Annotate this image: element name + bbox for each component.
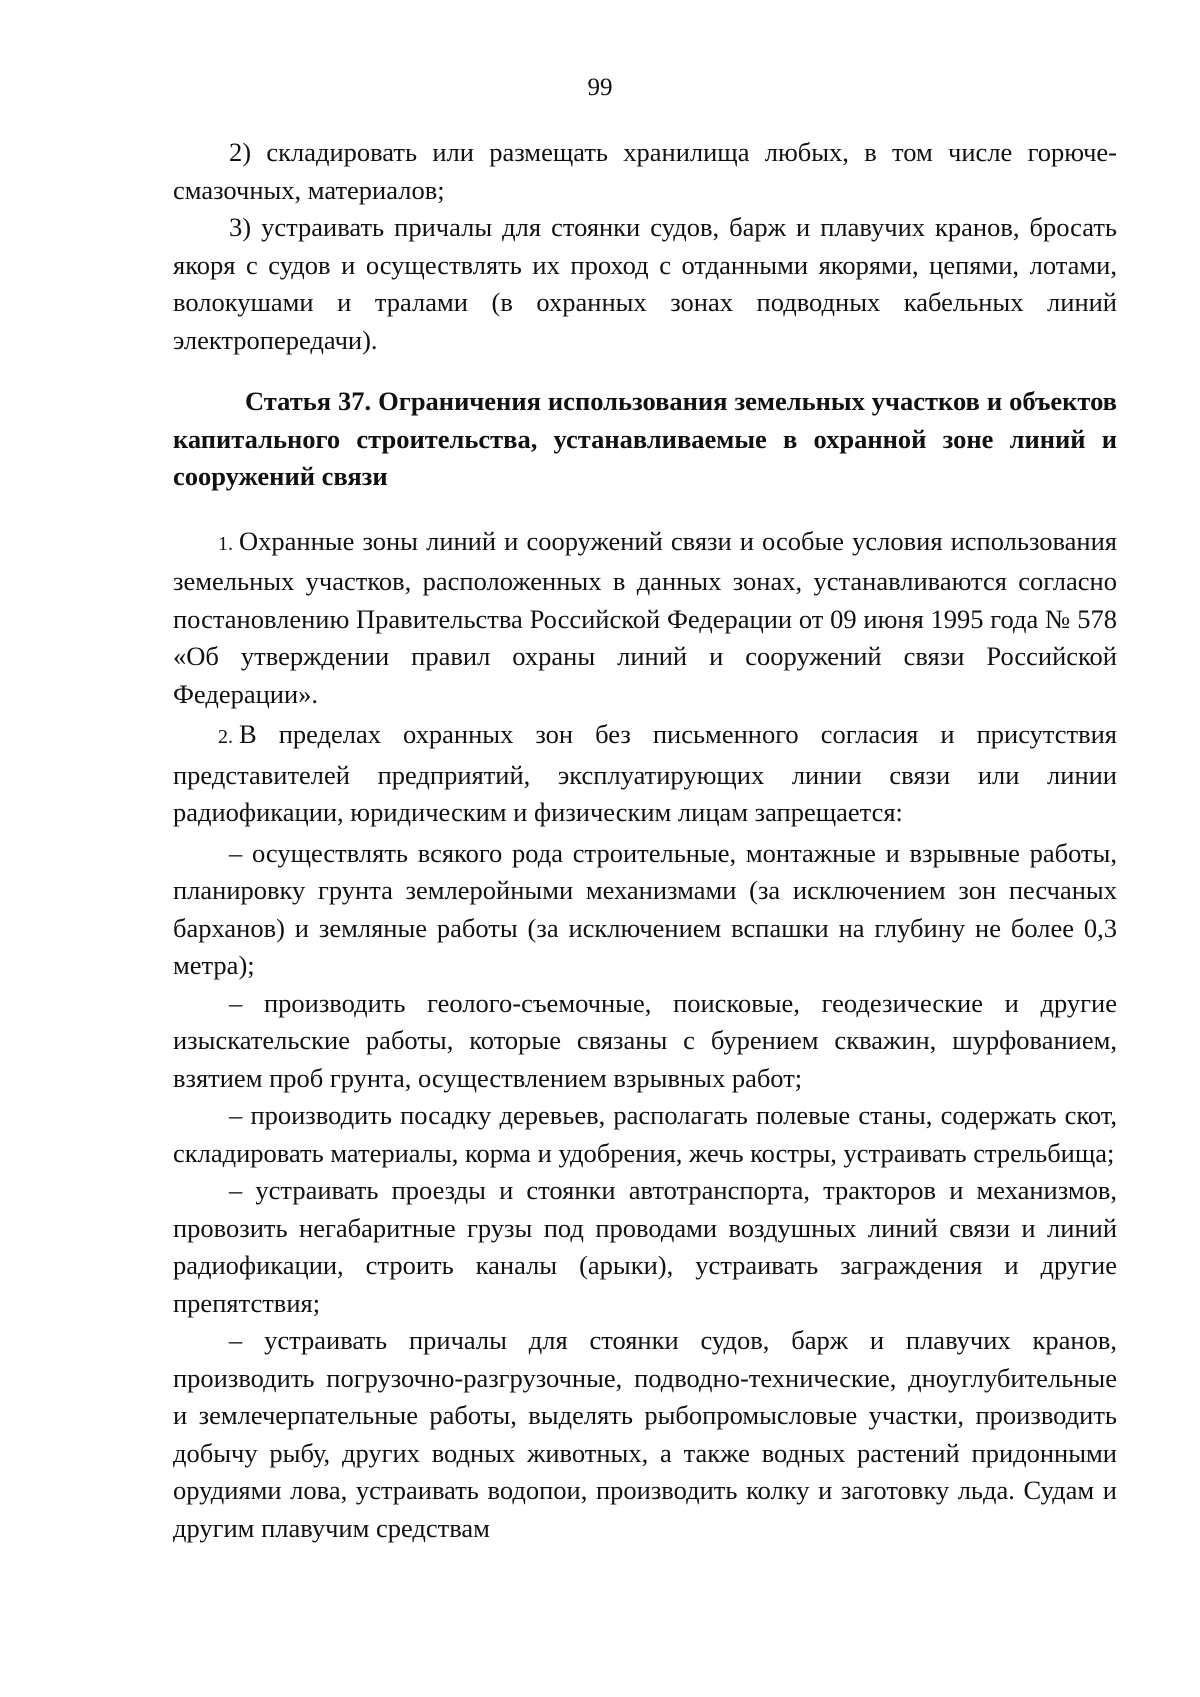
numbered-item-1 (173, 523, 1117, 714)
dash-item-5: – устраивать причалы для стоянки судов, барж и плавучих кранов, производить погрузочно-разгрузочные, подводно-технические, дноуглубительные и землечерпательные работы, выделять рыбопромысловые участки, производить добычу рыбу, других водных животных, а также водных растений придонными орудиями лова, устраивать водопои, производить колку и заготовку льда. Судам и другим плавучим средствам (173, 1325, 1117, 1543)
document-body (173, 134, 1117, 1547)
page-number: 99 (587, 74, 613, 101)
numbered-item-1-text: Охранные зоны линий и сооружений связи и особые условия использования земельных участков, расположенных в данных зонах, устанавливаются согласно постановлению Правительства Российской Федерации от 09 июня 1995 года № 578 «Об утверждении правил охраны линий и сооружений связи Российской Федерации». (173, 525, 1117, 709)
paragraph-item-2: 2) складировать или размещать хранилища любых, в том числе горюче-смазочных, материалов; (173, 137, 1117, 205)
numbered-item-2-number: 2. (218, 726, 233, 748)
numbered-item-2 (173, 716, 1117, 832)
dash-item-3: – производить посадку деревьев, располагать полевые станы, содержать скот, складировать материалы, корма и удобрения, жечь костры, устраивать стрельбища; (173, 1100, 1117, 1168)
numbered-item-1-number: 1. (218, 532, 233, 555)
paragraph-item-3: 3) устраивать причалы для стоянки судов, барж и плавучих кранов, бросать якоря с судов и осуществлять их проход с отданными якорями, цепями, лотами, волокушами и тралами (в охранных зонах подводных кабельных линий электропередачи). (173, 212, 1117, 355)
numbered-item-2-text: В пределах охранных зон без письменного согласия и присутствия представителей предприятий, эксплуатирующих линии связи или линии радиофикации, юридическим и физическим лицам запрещается: (173, 719, 1117, 827)
dash-item-1: – осуществлять всякого рода строительные, монтажные и взрывные работы, планировку грунта землеройными механизмами (за исключением зон песчаных барханов) и земляные работы (за исключением вспашки на глубину не более 0,3 метра); (173, 837, 1117, 980)
dash-item-2: – производить геолого-съемочные, поисковые, геодезические и другие изыскательские работы, которые связаны с бурением скважин, шурфованием, взятием проб грунта, осуществлением взрывных работ; (173, 987, 1117, 1093)
article-heading: Статья 37. Ограничения использования земельных участков и объектов капитального строительства, устанавливаемые в охранной зоне линий и сооружений связи (173, 386, 1117, 491)
dash-item-4: – устраивать проезды и стоянки автотранспорта, тракторов и механизмов, провозить негабаритные грузы под проводами воздушных линий связи и линий радиофикации, строить каналы (арыки), устраивать заграждения и другие препятствия; (173, 1175, 1117, 1318)
